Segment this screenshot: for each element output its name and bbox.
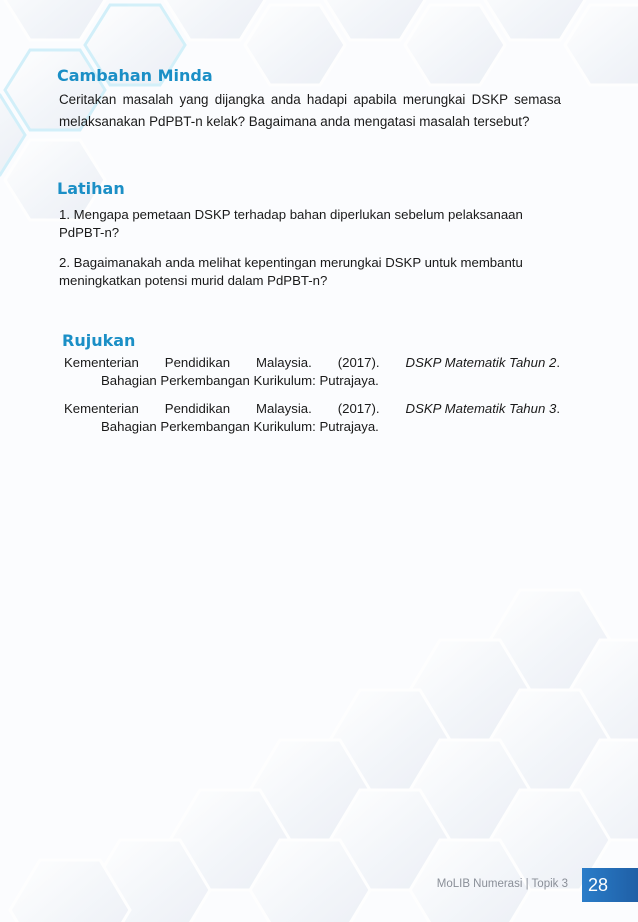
ref-title: DSKP Matematik Tahun 2 <box>405 355 557 370</box>
reference-entry-1 <box>64 354 560 390</box>
section-heading-cambahan-minda: Cambahan Minda <box>57 66 213 85</box>
section-heading-latihan: Latihan <box>57 179 125 198</box>
ref-title-end: . <box>556 401 560 416</box>
ref-publisher: Bahagian Perkembangan Kurikulum: Putrajaya. <box>101 419 379 434</box>
ref-publisher: Bahagian Perkembangan Kurikulum: Putrajaya. <box>101 373 379 388</box>
ref-year: (2017). <box>337 401 380 416</box>
cambahan-minda-text: Ceritakan masalah yang dijangka anda hadapi apabila merungkai DSKP semasa melaksanakan PdPBT-n kelak? Bagaimana anda mengatasi masalah tersebut? <box>59 92 561 129</box>
ref-author-1: Kementerian <box>64 401 139 416</box>
section-heading-rujukan: Rujukan <box>62 331 136 350</box>
ref-author-3: Malaysia. <box>256 355 312 370</box>
latihan-question-1: 1. Mengapa pemetaan DSKP terhadap bahan diperlukan sebelum pelaksanaan PdPBT-n? <box>59 207 523 240</box>
ref-author-1: Kementerian <box>64 355 139 370</box>
page-number: 28 <box>582 868 638 902</box>
reference-entry-2 <box>64 400 560 436</box>
ref-author-2: Pendidikan <box>164 355 231 370</box>
latihan-question-2: 2. Bagaimanakah anda melihat kepentingan merungkai DSKP untuk membantu meningkatkan potensi murid dalam PdPBT-n? <box>59 255 523 288</box>
ref-author-2: Pendidikan <box>164 401 231 416</box>
ref-author-3: Malaysia. <box>256 401 312 416</box>
ref-title: DSKP Matematik Tahun 3 <box>405 401 557 416</box>
footer-label: MoLIB Numerasi | Topik 3 <box>436 878 568 890</box>
ref-title-end: . <box>556 355 560 370</box>
ref-year: (2017). <box>337 355 380 370</box>
